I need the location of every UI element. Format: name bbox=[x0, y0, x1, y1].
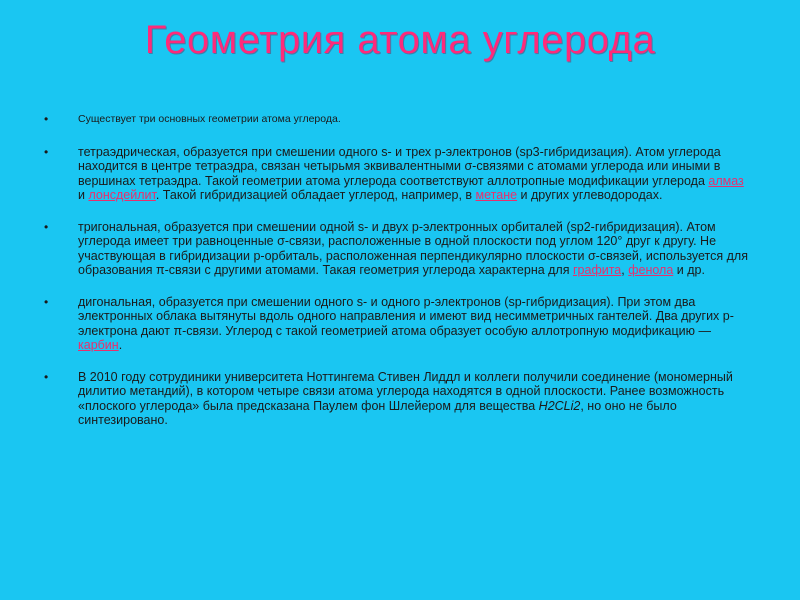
link-diamond[interactable]: алмаз bbox=[708, 173, 744, 188]
bullet-dot: • bbox=[44, 219, 49, 234]
slide-title: Геометрия атома углерода bbox=[144, 18, 656, 62]
bullet-tetrahedral bbox=[44, 145, 754, 203]
bullet-planar-carbon bbox=[44, 370, 754, 428]
bullet-text: . bbox=[118, 338, 123, 352]
bullet-digonal bbox=[44, 295, 754, 353]
bullet-text: и других углеводородах. bbox=[517, 188, 663, 202]
bullet-intro bbox=[44, 112, 754, 127]
bullet-text: , но оно не было синтезировано. bbox=[78, 398, 677, 427]
bullet-text: тетраэдрическая, образуется при смешении одного s- и трех p-электронов (sp3-гибридизация). Атом углерода находится в центре тетраэдра, связан четырьмя эквивалентными σ-связями с атомами углерода или иными в вершинах тетраэдра. Такой геометрии атома углерода соответствуют аллотропные модификации углерода bbox=[78, 144, 721, 188]
bullet-text: тригональная, образуется при смешении одной s- и двух p-электронных орбиталей (sp2-гибридизация). Атом углерода имеет три равноценные σ-связи, расположенные в одной плоскости под углом 120° друг к другу. Не участвующая в гибридизации p-орбиталь, расположенная перпендикулярно плоскости σ-связей, используется для образования π-связи с другими атомами. Такая геометрия углерода характерна для bbox=[78, 219, 748, 277]
bullet-text: В 2010 году сотрудиники университета Ноттингема Стивен Лиддл и коллеги получили соединение (мономерный дилитио метандий), в котором четыре связи атома углерода находятся в одной плоскости. Ранее возможность «плоского углерода» была предсказана Паулем фон Шлейером для вещества bbox=[78, 369, 733, 413]
bullet-list bbox=[44, 112, 754, 428]
link-graphite[interactable]: графита bbox=[572, 263, 622, 277]
chemical-formula: H2CLi2 bbox=[538, 398, 581, 413]
link-methane[interactable]: метане bbox=[475, 188, 518, 202]
bullet-dot: • bbox=[44, 112, 49, 126]
link-phenol[interactable]: фенола bbox=[628, 263, 674, 277]
bullet-text: . Такой гибридизацией обладает углерод, например, в bbox=[155, 188, 476, 202]
bullet-text: , bbox=[621, 263, 629, 277]
bullet-text: и др. bbox=[673, 263, 705, 277]
bullet-text: дигональная, образуется при смешении одного s- и одного p-электронов (sp-гибридизация). При этом два электронных облака вытянуты вдоль одного направления и имеют вид несимметричных гантелей. Два других p-электрона дают π-связи. Углерод с такой геометрией атома образует особую аллотропную модификацию — bbox=[78, 294, 734, 338]
bullet-trigonal bbox=[44, 220, 754, 278]
bullet-dot: • bbox=[44, 144, 49, 159]
bullet-intro-text: Существует три основных геометрии атома углерода. bbox=[78, 113, 341, 125]
link-carbyne[interactable]: карбин bbox=[78, 338, 119, 352]
link-lonsdaleite[interactable]: лонсдейлит bbox=[88, 188, 156, 202]
bullet-dot: • bbox=[44, 294, 49, 309]
bullet-text: и bbox=[78, 188, 89, 202]
bullet-dot: • bbox=[44, 369, 49, 384]
